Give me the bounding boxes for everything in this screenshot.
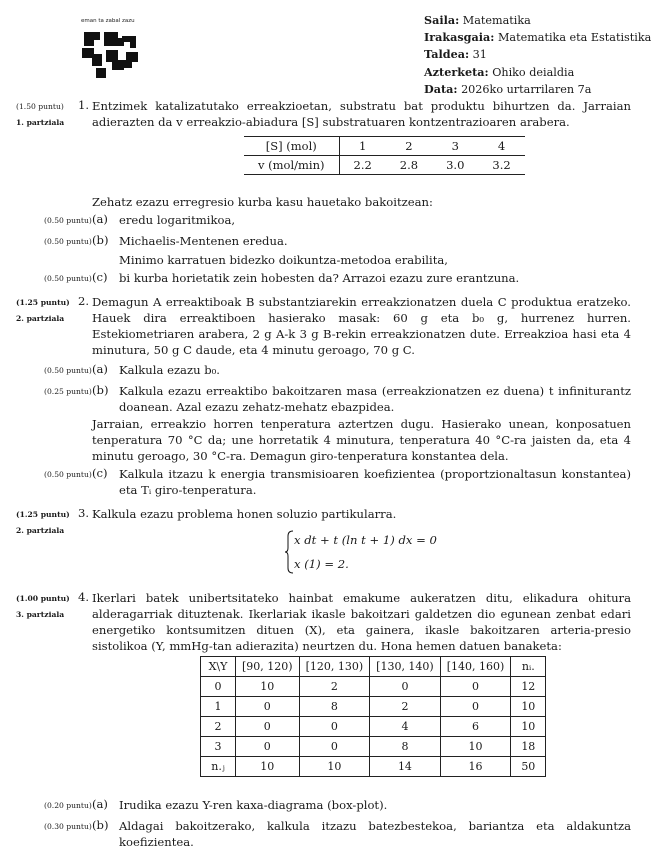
table-header-cell: [90, 120): [236, 657, 300, 677]
table-cell: 3.2: [492, 158, 511, 172]
q2-points: (1.25 puntu): [16, 298, 70, 307]
q2a-text: Kalkula ezazu b₀.: [119, 363, 220, 377]
table-header-cell: [120, 130): [299, 657, 370, 677]
table-row: [201, 717, 546, 737]
table-footer-cell: 10: [236, 757, 300, 777]
table-cell: 8: [370, 737, 441, 757]
header-field-irakasgaia: Irakasgaia: Matematika eta Estatistika: [424, 30, 652, 45]
q1-text: Entzimek katalizatutako erreakzioetan, substratu bat produktu bihurtzen da. Jarraian adierazten da v erreakzio-abiadura [S] substratuaren kontzentrazioaren arabera.: [92, 99, 631, 129]
logo-text: eman ta zabal zazu: [81, 18, 135, 24]
q2a-label: (a): [92, 362, 108, 376]
q3-part: 2. partziala: [16, 526, 65, 535]
q1a-points: (0.50 puntu): [44, 216, 92, 225]
table-cell: 0: [201, 677, 236, 697]
table-header-cell: [140, 160): [440, 657, 511, 677]
table-cell: 10: [511, 697, 546, 717]
q2c-label: (c): [92, 466, 108, 480]
q4-part: 3. partziala: [16, 610, 65, 619]
table-cell: 0: [236, 717, 300, 737]
q4-points: (1.00 puntu): [16, 594, 70, 603]
q1-part: 1. partziala: [16, 118, 65, 127]
table-cell: 0: [440, 677, 511, 697]
table-cell: 4: [497, 139, 506, 153]
q3-points: (1.25 puntu): [16, 510, 70, 519]
q4a-label: (a): [92, 797, 108, 811]
q1b-points: (0.50 puntu): [44, 237, 92, 246]
table-footer-row: [201, 757, 546, 777]
q1-table-row1-label: [S] (mol): [244, 137, 339, 156]
table-cell: 2: [299, 677, 370, 697]
table-cell: 10: [511, 717, 546, 737]
table-footer-cell: n.ⱼ: [201, 757, 236, 777]
header-field-taldea: Taldea: 31: [424, 47, 487, 62]
table-footer-cell: 50: [511, 757, 546, 777]
table-row: [201, 737, 546, 757]
table-cell: 2.8: [399, 158, 419, 172]
q1c-label: (c): [92, 270, 108, 284]
q1-table-row2-label: v (mol/min): [244, 156, 339, 175]
q4-text: Ikerlari batek unibertsitateko hainbat emakume aukeratzen ditu, elikadura ohitura alderagarriak dituztenak. Ikerlariak ikasle bakoitzari galdetzen dio egunean zenbat edari energetiko kontsumitzen dituen (X), eta gainera, ikasle bakoitzaren arteria-presio sistolikoa (Y, mmHg-tan adierazita) neurtzen du. Hona hemen datuen banaketa:: [92, 591, 631, 653]
q1a-label: (a): [92, 212, 108, 226]
table-cell: 18: [511, 737, 546, 757]
q1-intro: Zehatz ezazu erregresio kurba kasu hauetako bakoitzean:: [92, 195, 433, 209]
q2c-points: (0.50 puntu): [44, 470, 92, 479]
table-cell: 8: [299, 697, 370, 717]
header-field-data: Data: 2026ko urtarrilaren 7a: [424, 81, 592, 96]
table-row: [201, 697, 546, 717]
table-cell: 2: [405, 139, 413, 153]
q4-table: [200, 656, 546, 777]
university-logo: [78, 18, 146, 80]
table-cell: 0: [370, 677, 441, 697]
q2-number: 2.: [78, 294, 90, 308]
q1-points: (1.50 puntu): [16, 102, 64, 111]
left-brace-icon: [284, 530, 294, 574]
table-cell: 0: [299, 737, 370, 757]
table-header-cell: [130, 140): [370, 657, 441, 677]
table-cell: 3.0: [446, 158, 465, 172]
table-cell: 10: [236, 677, 300, 697]
q4b-points: (0.30 puntu): [44, 822, 92, 831]
table-cell: 1: [201, 697, 236, 717]
header-field-saila: Saila: Matematika: [424, 13, 531, 27]
table-cell: 2.2: [353, 158, 372, 172]
header-info: [424, 12, 651, 98]
q1a-text: eredu logaritmikoa,: [119, 213, 236, 227]
table-header-cell: X\Y: [201, 657, 236, 677]
q4-number: 4.: [78, 590, 90, 604]
table-header-cell: nᵢ.: [511, 657, 546, 677]
table-cell: 6: [440, 717, 511, 737]
q3-equation-2: x (1) = 2.: [294, 557, 349, 571]
q4a-text: Irudika ezazu Y-ren kaxa-diagrama (box-plot).: [119, 798, 388, 812]
table-footer-cell: 14: [370, 757, 441, 777]
q2a-points: (0.50 puntu): [44, 366, 92, 375]
table-cell: 0: [299, 717, 370, 737]
q2-text: Demagun A erreaktiboak B substantziarekin erreakzionatzen duela C produktua eratzeko. Hauek dira erreaktiboen hasierako masak: 60 g eta b₀ g, hurrenez hurren. Estekiometriaren arabera, 2 g A-k 3 g B-rekin erreakzionatzen dute. Erreakzioa hasi eta 4 minutura, 50 g C daude, eta 4 minutu geroago, 70 g C.: [92, 295, 631, 357]
q2c-text: Kalkula itzazu k energia transmisioaren koefizientea (proportzionaltasun konstantea) eta Tᵢ giro-tenperatura.: [119, 467, 631, 497]
table-cell: 0: [440, 697, 511, 717]
q1-table: [244, 136, 525, 175]
q1-mid: Minimo karratuen bidezko doikuntza-metodoa erabilita,: [119, 253, 448, 267]
q3-number: 3.: [78, 506, 90, 520]
q2b-label: (b): [92, 383, 109, 397]
table-cell: 1: [358, 139, 367, 153]
q1-number: 1.: [78, 98, 90, 112]
q2-mid: Jarraian, erreakzio horren tenperatura aztertzen dugu. Hasierako unean, konposatuen tenperatura 70 °C da; une horretatik 4 minutura, tenperatura 40 °C-ra jaisten da, eta 4 minutu geroago, 30 °C-ra. Demagun giro-tenperatura konstantea dela.: [92, 417, 631, 463]
table-header-row: [201, 657, 546, 677]
table-row: [201, 677, 546, 697]
q1c-points: (0.50 puntu): [44, 274, 92, 283]
q1b-label: (b): [92, 233, 109, 247]
table-cell: 10: [440, 737, 511, 757]
table-cell: 3: [451, 139, 459, 153]
table-cell: 12: [511, 677, 546, 697]
table-cell: 2: [370, 697, 441, 717]
q4b-text: Aldagai bakoitzerako, kalkula itzazu batezbestekoa, bariantza eta aldakuntza koefizientea.: [119, 819, 631, 849]
q1c-text: bi kurba horietatik zein hobesten da? Arrazoi ezazu zure erantzuna.: [119, 271, 520, 285]
table-cell: 2: [201, 717, 236, 737]
table-cell: 0: [236, 697, 300, 717]
logo-emblem-icon: [78, 28, 144, 80]
q3-text: Kalkula ezazu problema honen soluzio partikularra.: [92, 507, 397, 521]
q2b-points: (0.25 puntu): [44, 387, 92, 396]
header-field-azterketa: Azterketa: Ohiko deialdia: [424, 64, 575, 79]
q2b-text: Kalkula ezazu erreaktibo bakoitzaren masa (erreakzionatzen ez duena) t infiniturantz doanean. Azal ezazu zehatz-mehatz ebazpidea.: [119, 384, 631, 414]
table-cell: 0: [236, 737, 300, 757]
q4b-label: (b): [92, 818, 109, 832]
q2-part: 2. partziala: [16, 314, 65, 323]
q1b-text: Michaelis-Mentenen eredua.: [119, 234, 288, 248]
table-footer-cell: 10: [299, 757, 370, 777]
table-cell: 3: [201, 737, 236, 757]
q3-equation-1: x dt + t (ln t + 1) dx = 0: [294, 533, 437, 547]
table-cell: 4: [370, 717, 441, 737]
table-footer-cell: 16: [440, 757, 511, 777]
q4a-points: (0.20 puntu): [44, 801, 92, 810]
